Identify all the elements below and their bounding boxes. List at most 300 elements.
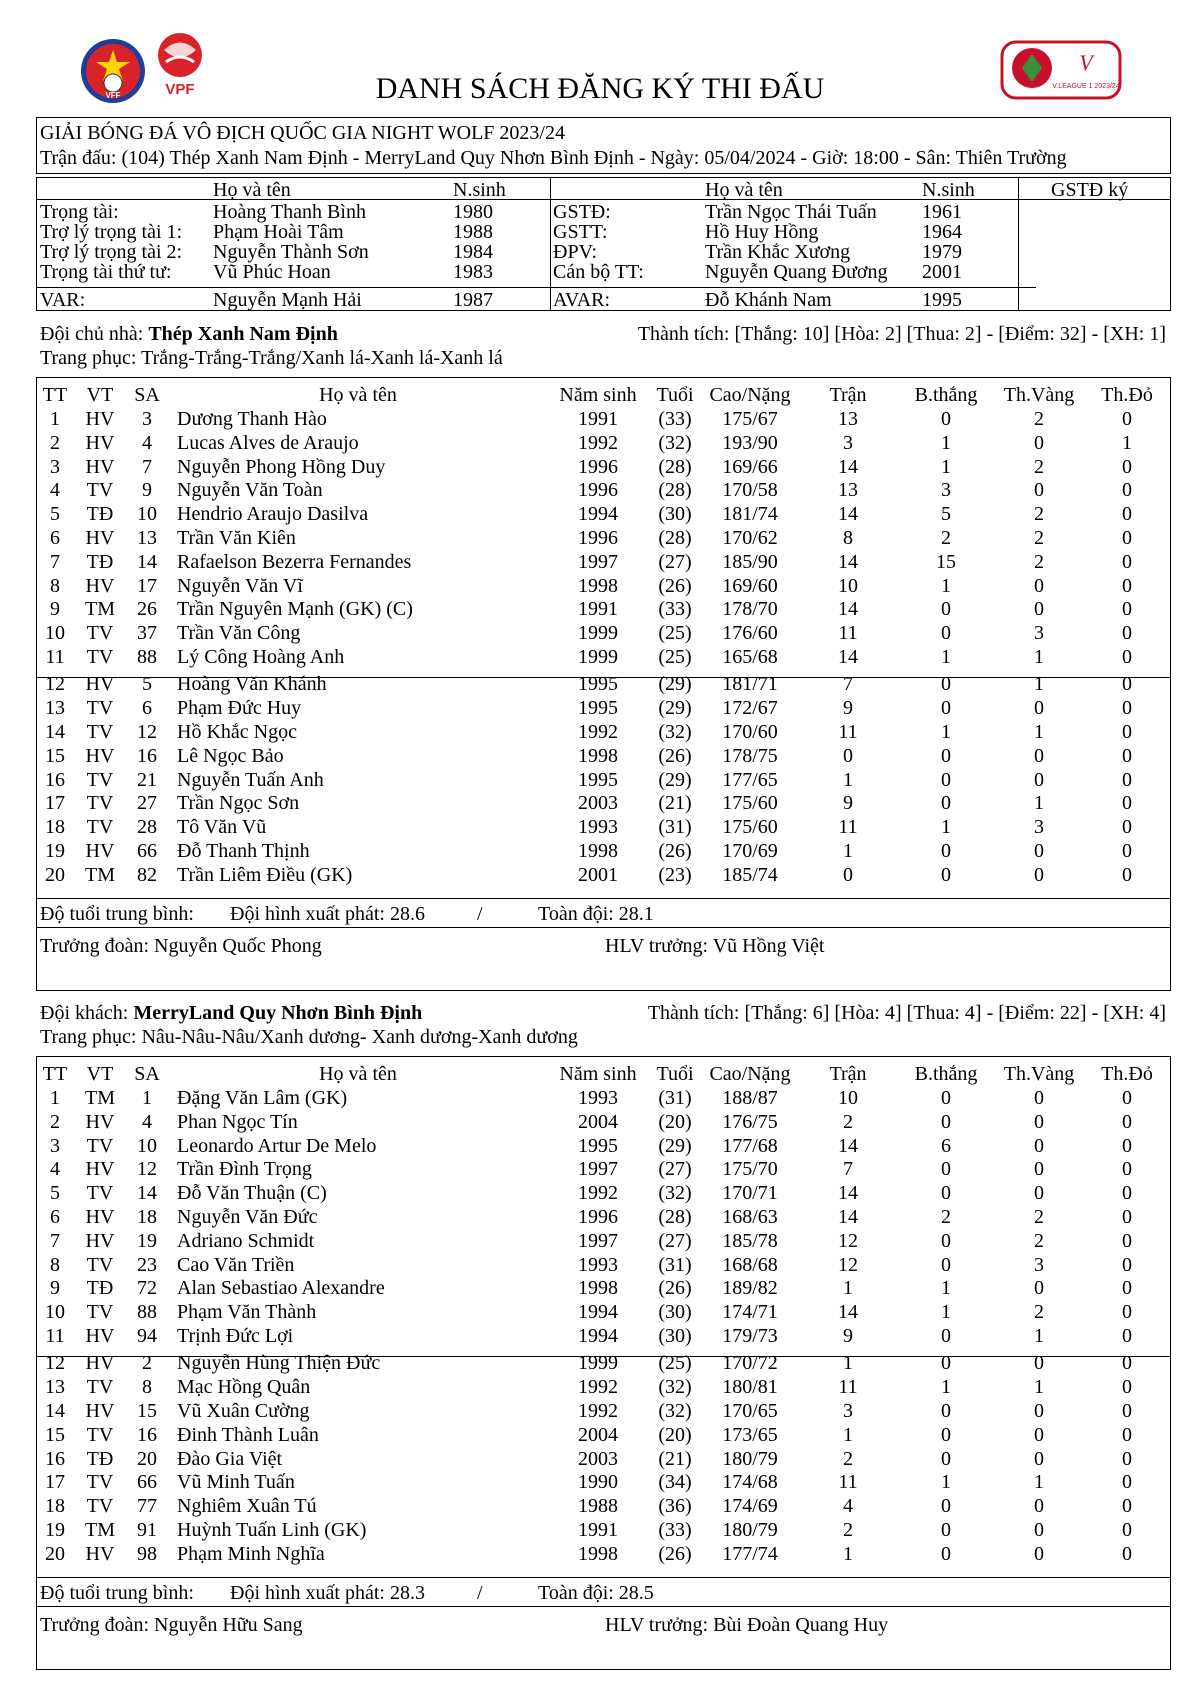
player-yellow-cards: 0	[1034, 574, 1044, 597]
player-birth-year: 1995	[578, 673, 618, 696]
player-number: 18	[45, 1495, 65, 1518]
player-shirt: 27	[137, 792, 157, 815]
player-name: Đỗ Thanh Thịnh	[177, 839, 310, 862]
player-position: TV	[86, 622, 114, 645]
player-age: (27)	[658, 550, 692, 573]
player-height-weight: 180/79	[722, 1447, 778, 1470]
player-goals: 0	[941, 839, 951, 862]
player-goals: 1	[941, 720, 951, 743]
player-birth-year: 1992	[578, 1182, 618, 1205]
player-number: 4	[50, 479, 60, 502]
player-age: (30)	[658, 1301, 692, 1324]
away-record: Thành tích: [Thắng: 6] [Hòa: 4] [Thua: 4] - [Điểm: 22] - [XH: 4]	[647, 1002, 1166, 1024]
player-birth-year: 1999	[578, 622, 618, 645]
player-number: 12	[45, 1352, 65, 1375]
player-number: 14	[45, 720, 65, 743]
player-red-cards: 0	[1122, 1206, 1132, 1228]
player-height-weight: 165/68	[722, 646, 778, 668]
player-row	[0, 527, 1200, 549]
player-yellow-cards: 2	[1034, 408, 1044, 430]
official-left-name: Nguyễn Thành Sơn	[213, 241, 369, 263]
player-number: 12	[45, 673, 65, 696]
player-yellow-cards: 0	[1034, 1542, 1044, 1565]
player-red-cards: 0	[1122, 1158, 1132, 1181]
home-manager: Trưởng đoàn: Nguyễn Quốc Phong	[40, 935, 322, 957]
player-height-weight: 168/68	[722, 1253, 778, 1276]
player-birth-year: 1996	[578, 479, 618, 502]
player-position: TĐ	[86, 550, 114, 573]
player-goals: 0	[941, 1518, 951, 1541]
player-name: Nguyễn Văn Vĩ	[177, 574, 303, 597]
player-row	[0, 840, 1200, 862]
player-position: TM	[85, 1518, 115, 1541]
player-position: HV	[85, 408, 115, 430]
player-red-cards: 0	[1122, 503, 1132, 526]
player-number: 17	[45, 792, 65, 815]
player-birth-year: 1998	[578, 1542, 618, 1565]
player-shirt: 3	[142, 408, 152, 430]
player-row	[0, 503, 1200, 525]
player-name: Trần Đình Trọng	[177, 1158, 312, 1181]
player-shirt: 5	[142, 673, 152, 696]
player-shirt: 17	[137, 574, 157, 597]
player-row	[0, 1277, 1200, 1299]
player-row	[0, 745, 1200, 767]
player-yellow-cards: 1	[1034, 673, 1044, 696]
player-matches: 1	[843, 1423, 853, 1446]
player-position: TV	[86, 768, 114, 791]
player-shirt: 91	[137, 1518, 157, 1541]
player-shirt: 94	[137, 1325, 157, 1347]
player-height-weight: 170/69	[722, 839, 778, 862]
player-age: (28)	[658, 527, 692, 549]
player-shirt: 8	[142, 1376, 152, 1399]
away-avg-slash: /	[477, 1582, 483, 1604]
player-row	[0, 1135, 1200, 1157]
player-yellow-cards: 2	[1034, 1301, 1044, 1324]
player-yellow-cards: 0	[1034, 744, 1044, 767]
player-number: 1	[50, 408, 60, 430]
player-age: (28)	[658, 455, 692, 478]
player-row	[0, 1087, 1200, 1109]
player-number: 8	[50, 574, 60, 597]
avar-name: Đỗ Khánh Nam	[705, 289, 832, 311]
player-position: TV	[86, 720, 114, 743]
player-goals: 1	[941, 1301, 951, 1324]
player-matches: 1	[843, 1352, 853, 1375]
player-number: 13	[45, 1376, 65, 1399]
player-goals: 1	[941, 431, 951, 454]
player-matches: 10	[838, 1087, 858, 1109]
player-matches: 14	[838, 598, 858, 621]
tournament-name: GIẢI BÓNG ĐÁ VÔ ĐỊCH QUỐC GIA NIGHT WOLF 2023/24	[40, 122, 565, 144]
player-yellow-cards: 0	[1034, 697, 1044, 720]
player-age: (21)	[658, 792, 692, 815]
player-row	[0, 646, 1200, 668]
player-position: TM	[85, 863, 115, 886]
player-goals: 0	[941, 1447, 951, 1470]
player-row	[0, 673, 1200, 695]
column-header-vt: VT	[86, 1063, 114, 1085]
player-shirt: 4	[142, 1110, 152, 1133]
player-name: Đặng Văn Lâm (GK)	[177, 1087, 348, 1109]
player-birth-year: 1993	[578, 816, 618, 839]
player-goals: 0	[941, 1182, 951, 1205]
player-row	[0, 1158, 1200, 1180]
player-goals: 0	[941, 408, 951, 430]
player-matches: 14	[838, 1301, 858, 1324]
player-position: TĐ	[86, 1447, 114, 1470]
player-height-weight: 174/68	[722, 1471, 778, 1494]
official-left-year: 1984	[453, 241, 493, 263]
var-name: Nguyễn Mạnh Hải	[213, 289, 362, 311]
player-age: (28)	[658, 1206, 692, 1228]
player-name: Adriano Schmidt	[177, 1229, 315, 1252]
player-birth-year: 1995	[578, 697, 618, 720]
player-position: HV	[85, 574, 115, 597]
player-shirt: 12	[137, 1158, 157, 1181]
player-goals: 0	[941, 1352, 951, 1375]
away-roster	[0, 1063, 1200, 1573]
player-shirt: 23	[137, 1253, 157, 1276]
player-birth-year: 1992	[578, 1376, 618, 1399]
player-goals: 2	[941, 527, 951, 549]
player-goals: 0	[941, 1158, 951, 1181]
player-height-weight: 168/63	[722, 1206, 778, 1228]
player-name: Nguyễn Hùng Thiện Đức	[177, 1352, 381, 1375]
player-birth-year: 1992	[578, 720, 618, 743]
player-shirt: 15	[137, 1399, 157, 1422]
player-name: Trịnh Đức Lợi	[177, 1325, 294, 1347]
player-matches: 11	[838, 1376, 858, 1399]
player-row	[0, 1301, 1200, 1323]
player-height-weight: 170/71	[722, 1182, 778, 1205]
player-number: 11	[45, 1325, 65, 1347]
player-matches: 14	[838, 1134, 858, 1157]
player-height-weight: 178/70	[722, 598, 778, 621]
player-name: Đào Gia Việt	[177, 1447, 283, 1470]
home-team-name: Thép Xanh Nam Định	[148, 323, 338, 345]
player-position: TV	[86, 816, 114, 839]
player-position: HV	[85, 744, 115, 767]
player-position: TV	[86, 1376, 114, 1399]
player-height-weight: 179/73	[722, 1325, 778, 1347]
player-number: 16	[45, 768, 65, 791]
player-height-weight: 175/60	[722, 816, 778, 839]
player-position: HV	[85, 527, 115, 549]
column-header-tt: TT	[42, 1063, 68, 1085]
player-matches: 12	[838, 1229, 858, 1252]
player-yellow-cards: 0	[1034, 863, 1044, 886]
away-team-name: MerryLand Quy Nhơn Bình Định	[133, 1002, 423, 1024]
home-record: Thành tích: [Thắng: 10] [Hòa: 2] [Thua: 2] - [Điểm: 32] - [XH: 1]	[637, 323, 1166, 345]
player-name: Tô Văn Vũ	[177, 816, 267, 839]
player-number: 5	[50, 503, 60, 526]
player-shirt: 20	[137, 1447, 157, 1470]
svg-text:V: V	[1079, 50, 1093, 75]
player-row	[0, 479, 1200, 501]
player-height-weight: 185/90	[722, 550, 778, 573]
player-height-weight: 175/67	[722, 408, 778, 430]
player-number: 3	[50, 1134, 60, 1157]
player-goals: 1	[941, 1376, 951, 1399]
player-age: (32)	[658, 1399, 692, 1422]
player-yellow-cards: 2	[1034, 1206, 1044, 1228]
player-position: TV	[86, 1471, 114, 1494]
column-header-vt: VT	[86, 384, 114, 406]
avar-year: 1995	[922, 289, 962, 311]
player-number: 15	[45, 744, 65, 767]
player-shirt: 18	[137, 1206, 157, 1228]
official-right-name: Trần Khắc Xương	[705, 241, 851, 263]
player-height-weight: 173/65	[722, 1423, 778, 1446]
player-height-weight: 174/69	[722, 1495, 778, 1518]
player-yellow-cards: 1	[1034, 792, 1044, 815]
player-height-weight: 170/58	[722, 479, 778, 502]
player-matches: 0	[843, 744, 853, 767]
player-number: 8	[50, 1253, 60, 1276]
player-number: 14	[45, 1399, 65, 1422]
player-age: (20)	[658, 1423, 692, 1446]
player-red-cards: 0	[1122, 1277, 1132, 1300]
player-number: 19	[45, 1518, 65, 1541]
player-shirt: 88	[137, 1301, 157, 1324]
player-goals: 1	[941, 455, 951, 478]
player-birth-year: 1996	[578, 1206, 618, 1228]
player-position: TM	[85, 1087, 115, 1109]
avar-role: AVAR:	[553, 289, 611, 311]
player-birth-year: 2003	[578, 1447, 618, 1470]
player-red-cards: 0	[1122, 479, 1132, 502]
player-position: HV	[85, 839, 115, 862]
player-goals: 1	[941, 1471, 951, 1494]
page-title: DANH SÁCH ĐĂNG KÝ THI ĐẤU	[375, 72, 825, 105]
player-age: (27)	[658, 1158, 692, 1181]
player-height-weight: 189/82	[722, 1277, 778, 1300]
player-age: (26)	[658, 1277, 692, 1300]
player-position: TV	[86, 1301, 114, 1324]
player-red-cards: 0	[1122, 697, 1132, 720]
player-matches: 1	[843, 1277, 853, 1300]
player-row	[0, 1519, 1200, 1541]
player-shirt: 66	[137, 839, 157, 862]
player-shirt: 66	[137, 1471, 157, 1494]
player-birth-year: 2004	[578, 1110, 618, 1133]
player-matches: 2	[843, 1518, 853, 1541]
player-yellow-cards: 0	[1034, 1182, 1044, 1205]
player-height-weight: 178/75	[722, 744, 778, 767]
player-name: Trần Nguyên Mạnh (GK) (C)	[177, 598, 413, 621]
player-birth-year: 1998	[578, 574, 618, 597]
player-red-cards: 0	[1122, 1518, 1132, 1541]
player-name: Nguyễn Phong Hồng Duy	[177, 455, 386, 478]
player-goals: 1	[941, 646, 951, 668]
player-matches: 2	[843, 1110, 853, 1133]
official-left-name: Vũ Phúc Hoan	[213, 261, 331, 283]
official-left-year: 1980	[453, 201, 493, 223]
player-matches: 11	[838, 816, 858, 839]
player-age: (32)	[658, 431, 692, 454]
player-red-cards: 0	[1122, 792, 1132, 815]
player-goals: 1	[941, 1277, 951, 1300]
column-header-name: Họ và tên	[319, 1063, 397, 1085]
player-position: TĐ	[86, 503, 114, 526]
player-number: 7	[50, 550, 60, 573]
player-shirt: 14	[137, 550, 157, 573]
player-row	[0, 1254, 1200, 1276]
player-shirt: 4	[142, 431, 152, 454]
player-goals: 0	[941, 1087, 951, 1109]
player-shirt: 10	[137, 1134, 157, 1157]
player-yellow-cards: 3	[1034, 816, 1044, 839]
player-position: TM	[85, 598, 115, 621]
player-position: HV	[85, 1229, 115, 1252]
column-header-year: Năm sinh	[559, 384, 637, 406]
player-age: (29)	[658, 1134, 692, 1157]
player-shirt: 26	[137, 598, 157, 621]
player-age: (29)	[658, 673, 692, 696]
player-yellow-cards: 0	[1034, 768, 1044, 791]
player-goals: 0	[941, 697, 951, 720]
player-age: (26)	[658, 1542, 692, 1565]
player-position: HV	[85, 1206, 115, 1228]
player-name: Phạm Đức Huy	[177, 697, 302, 720]
player-goals: 0	[941, 622, 951, 645]
player-birth-year: 1998	[578, 839, 618, 862]
player-birth-year: 2001	[578, 863, 618, 886]
player-row	[0, 1448, 1200, 1470]
player-birth-year: 1994	[578, 1325, 618, 1347]
player-matches: 13	[838, 408, 858, 430]
player-height-weight: 176/75	[722, 1110, 778, 1133]
player-number: 20	[45, 1542, 65, 1565]
player-row	[0, 1400, 1200, 1422]
officials-header-birth-2: N.sinh	[922, 179, 975, 201]
player-red-cards: 0	[1122, 1253, 1132, 1276]
player-red-cards: 0	[1122, 1134, 1132, 1157]
player-shirt: 6	[142, 697, 152, 720]
player-red-cards: 0	[1122, 622, 1132, 645]
player-height-weight: 172/67	[722, 697, 778, 720]
officials-rows	[0, 0, 1200, 320]
home-coach: HLV trưởng: Vũ Hồng Việt	[605, 935, 825, 957]
player-row	[0, 1424, 1200, 1446]
player-matches: 9	[843, 697, 853, 720]
player-birth-year: 1997	[578, 1229, 618, 1252]
player-shirt: 28	[137, 816, 157, 839]
player-height-weight: 181/74	[722, 503, 778, 526]
player-matches: 3	[843, 1399, 853, 1422]
player-matches: 12	[838, 1253, 858, 1276]
var-year: 1987	[453, 289, 493, 311]
player-birth-year: 1995	[578, 768, 618, 791]
player-position: HV	[85, 1110, 115, 1133]
player-age: (29)	[658, 697, 692, 720]
player-matches: 4	[843, 1495, 853, 1518]
player-shirt: 13	[137, 527, 157, 549]
player-yellow-cards: 3	[1034, 1253, 1044, 1276]
player-name: Phạm Minh Nghĩa	[177, 1542, 325, 1565]
player-height-weight: 169/60	[722, 574, 778, 597]
player-age: (23)	[658, 863, 692, 886]
player-birth-year: 1997	[578, 550, 618, 573]
svg-text:VPF: VPF	[165, 81, 195, 98]
player-position: TV	[86, 1423, 114, 1446]
player-birth-year: 1990	[578, 1471, 618, 1494]
player-age: (32)	[658, 720, 692, 743]
player-birth-year: 1991	[578, 1518, 618, 1541]
player-red-cards: 0	[1122, 1087, 1132, 1109]
column-header-goals: B.thắng	[914, 384, 978, 406]
player-age: (20)	[658, 1110, 692, 1133]
svg-text:V.LEAGUE 1 2023/24: V.LEAGUE 1 2023/24	[1052, 83, 1120, 90]
player-position: TV	[86, 1253, 114, 1276]
player-shirt: 7	[142, 455, 152, 478]
player-shirt: 88	[137, 646, 157, 668]
player-shirt: 37	[137, 622, 157, 645]
player-yellow-cards: 1	[1034, 720, 1044, 743]
player-goals: 0	[941, 1399, 951, 1422]
player-goals: 0	[941, 1110, 951, 1133]
player-height-weight: 177/68	[722, 1134, 778, 1157]
player-position: TV	[86, 646, 114, 668]
player-red-cards: 0	[1122, 1399, 1132, 1422]
player-birth-year: 1995	[578, 1134, 618, 1157]
player-position: HV	[85, 1542, 115, 1565]
player-red-cards: 0	[1122, 673, 1132, 696]
player-red-cards: 0	[1122, 527, 1132, 549]
player-matches: 11	[838, 622, 858, 645]
player-yellow-cards: 1	[1034, 1471, 1044, 1494]
player-height-weight: 188/87	[722, 1087, 778, 1109]
home-roster	[0, 384, 1200, 894]
player-goals: 0	[941, 1423, 951, 1446]
player-age: (33)	[658, 408, 692, 430]
official-left-year: 1983	[453, 261, 493, 283]
official-left-name: Phạm Hoài Tâm	[213, 221, 344, 243]
player-red-cards: 0	[1122, 1182, 1132, 1205]
player-row	[0, 816, 1200, 838]
player-matches: 1	[843, 1542, 853, 1565]
column-header-matches: Trận	[829, 1063, 867, 1085]
player-shirt: 12	[137, 720, 157, 743]
player-goals: 0	[941, 1495, 951, 1518]
player-red-cards: 0	[1122, 574, 1132, 597]
player-red-cards: 0	[1122, 1542, 1132, 1565]
player-birth-year: 1999	[578, 1352, 618, 1375]
player-red-cards: 1	[1122, 431, 1132, 454]
player-matches: 14	[838, 1182, 858, 1205]
player-number: 2	[50, 1110, 60, 1133]
player-birth-year: 1992	[578, 1399, 618, 1422]
player-matches: 10	[838, 574, 858, 597]
player-yellow-cards: 2	[1034, 527, 1044, 549]
player-red-cards: 0	[1122, 1110, 1132, 1133]
player-height-weight: 169/66	[722, 455, 778, 478]
player-yellow-cards: 0	[1034, 1352, 1044, 1375]
player-yellow-cards: 0	[1034, 479, 1044, 502]
away-avg-start: Đội hình xuất phát: 28.3	[230, 1582, 425, 1604]
away-team-line	[40, 1002, 422, 1024]
column-header-yellow: Th.Vàng	[1003, 1063, 1075, 1085]
player-yellow-cards: 1	[1034, 1325, 1044, 1347]
player-birth-year: 1993	[578, 1253, 618, 1276]
player-shirt: 16	[137, 1423, 157, 1446]
player-row	[0, 1182, 1200, 1204]
player-row	[0, 864, 1200, 886]
player-row	[0, 1543, 1200, 1565]
player-number: 1	[50, 1087, 60, 1109]
